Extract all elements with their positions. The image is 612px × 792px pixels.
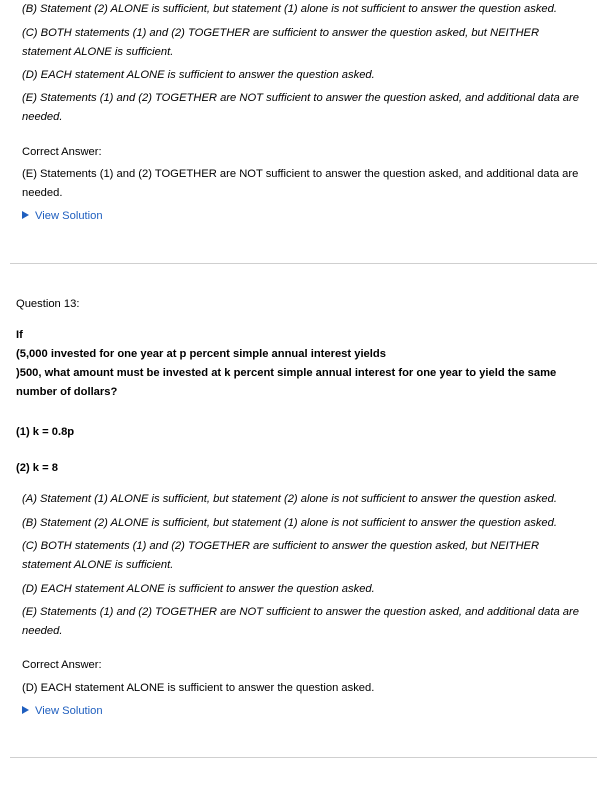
q13-view-solution-link[interactable] [22,702,103,721]
q13-statement-2: (2) k = 8 [16,462,58,474]
q12-option-d: (D) EACH statement ALONE is sufficient to answer the question asked. [22,69,375,81]
q13-stem-line3: )500, what amount must be invested at k percent simple annual interest for one year to yield the same number of dollars? [16,367,557,398]
q12-option-c: (C) BOTH statements (1) and (2) TOGETHER are sufficient to answer the question asked, but NEITHER statement ALONE is sufficient. [22,27,540,58]
q12-view-solution-label: View Solution [35,210,103,222]
q13-option-e: (E) Statements (1) and (2) TOGETHER are NOT sufficient to answer the question asked, and additional data are needed. [22,606,579,637]
q13-correct-answer-label: Correct Answer: [22,659,102,671]
q13-heading: Question 13: [16,298,80,310]
q13-option-c: (C) BOTH statements (1) and (2) TOGETHER are sufficient to answer the question asked, but NEITHER statement ALONE is sufficient. [22,540,540,571]
q13-statement-1: (1) k = 0.8p [16,426,75,438]
divider [10,757,597,758]
q13-stem-line2: (5,000 invested for one year at p percent simple annual interest yields [16,348,386,360]
q13-correct-answer-text: (D) EACH statement ALONE is sufficient to answer the question asked. [22,682,375,694]
q13-stem-line1: If [16,329,23,341]
q12-correct-answer-text: (E) Statements (1) and (2) TOGETHER are NOT sufficient to answer the question asked, and additional data are needed. [22,168,579,199]
divider [10,263,597,264]
q13-option-d: (D) EACH statement ALONE is sufficient to answer the question asked. [22,583,375,595]
q13-view-solution-label: View Solution [35,705,103,717]
q12-correct-answer-label: Correct Answer: [22,146,102,158]
q13-option-a: (A) Statement (1) ALONE is sufficient, but statement (2) alone is not sufficient to answer the question asked. [22,493,557,505]
q12-option-e: (E) Statements (1) and (2) TOGETHER are NOT sufficient to answer the question asked, and additional data are needed. [22,92,579,123]
q12-view-solution-link[interactable] [22,207,103,226]
expand-triangle-icon [22,211,29,219]
expand-triangle-icon [22,706,29,714]
q12-option-b: (B) Statement (2) ALONE is sufficient, but statement (1) alone is not sufficient to answer the question asked. [22,3,557,15]
q13-option-b: (B) Statement (2) ALONE is sufficient, but statement (1) alone is not sufficient to answer the question asked. [22,517,557,529]
